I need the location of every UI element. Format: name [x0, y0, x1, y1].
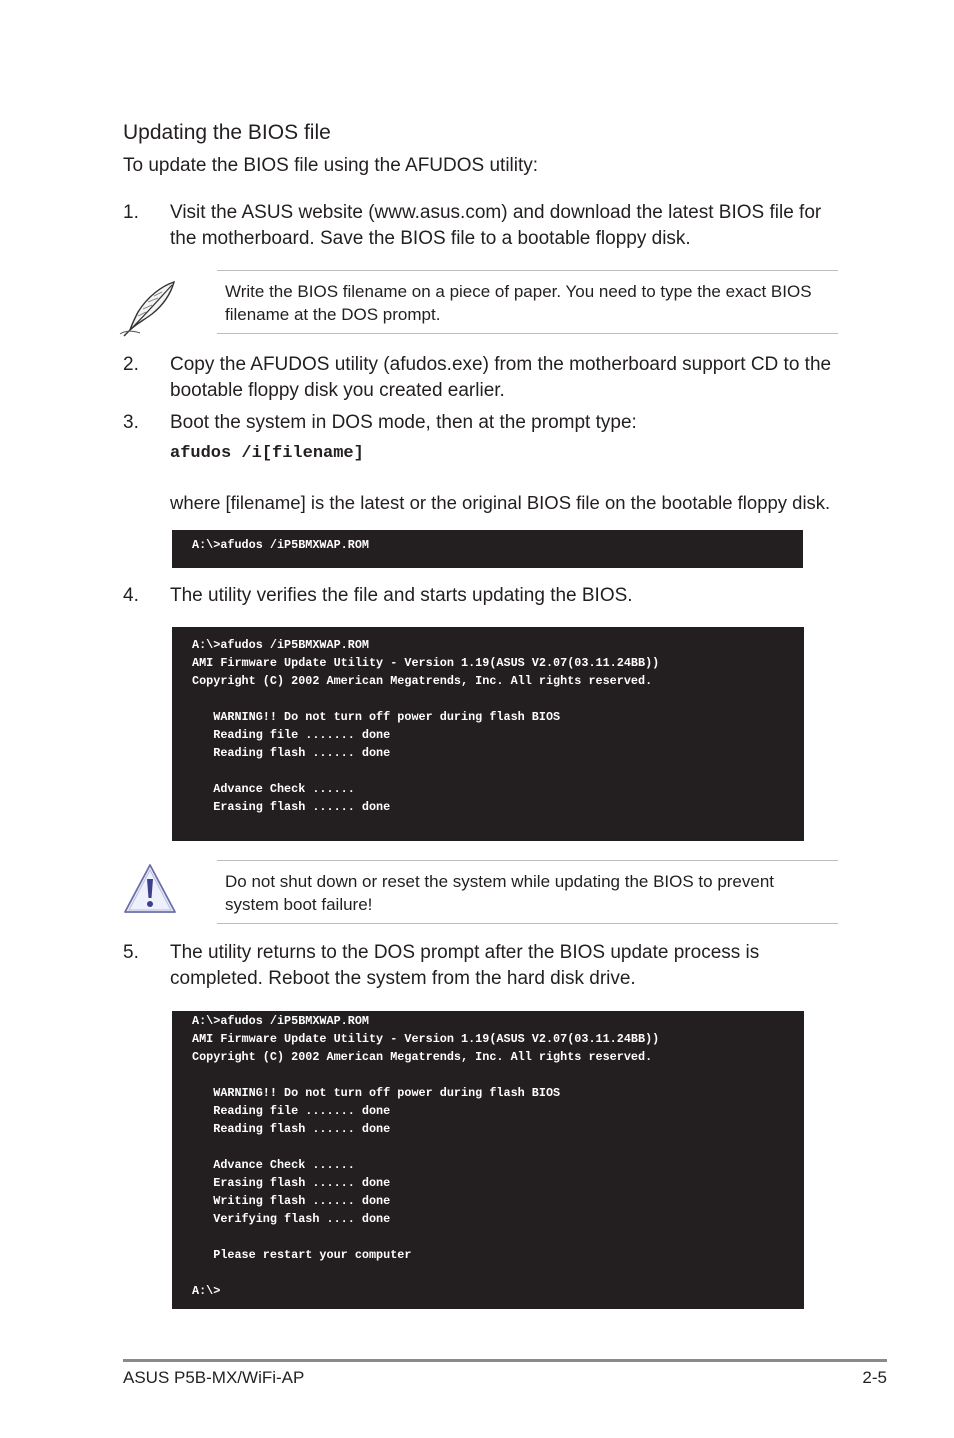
command-explanation: where [filename] is the latest or the original BIOS file on the bootable floppy disk.	[170, 492, 831, 513]
note-text: Write the BIOS filename on a piece of paper. You need to type the exact BIOS filename at the DOS prompt.	[225, 282, 812, 324]
terminal-updating: A:\>afudos /iP5BMXWAP.ROM AMI Firmware Update Utility - Version 1.19(ASUS V2.07(03.11.24BB)) Copyright (C) 2002 American Megatrends, Inc. All rights reserved. WARNING!! Do not turn off power during flash BIOS Reading file ....... done Reading flash ...... done Advance Check ...... Erasing flash ...... done	[172, 627, 804, 841]
footer-rule	[123, 1359, 887, 1362]
warning-box	[217, 860, 838, 924]
step-5-text: The utility returns to the DOS prompt after the BIOS update process is completed. Reboot the system from the hard disk drive.	[170, 942, 760, 989]
footer-page-number: 2-5	[862, 1368, 887, 1387]
terminal-complete: A:\>afudos /iP5BMXWAP.ROM AMI Firmware Update Utility - Version 1.19(ASUS V2.07(03.11.24BB)) Copyright (C) 2002 American Megatrends, Inc. All rights reserved. WARNING!! Do not turn off power during flash BIOS Reading file ....... done Reading flash ...... done Advance Check ...... Erasing flash ...... done Writing flash ...... done Verifying flash .... done Please restart your computer A:\>	[172, 1011, 804, 1309]
feather-pen-icon	[118, 278, 180, 338]
step-2-number: 2.	[123, 354, 139, 375]
step-2-text: Copy the AFUDOS utility (afudos.exe) from the motherboard support CD to the bootable floppy disk you created earlier.	[170, 354, 832, 401]
terminal-command: A:\>afudos /iP5BMXWAP.ROM	[172, 530, 803, 568]
section-title: Updating the BIOS file	[123, 121, 331, 144]
intro-text: To update the BIOS file using the AFUDOS utility:	[123, 155, 539, 176]
step-3-number: 3.	[123, 412, 139, 433]
step-5-number: 5.	[123, 942, 139, 963]
step-4-number: 4.	[123, 585, 139, 606]
footer-product: ASUS P5B-MX/WiFi-AP	[123, 1368, 305, 1387]
note-box	[217, 270, 838, 334]
step-1-text: Visit the ASUS website (www.asus.com) and download the latest BIOS file for the motherboard. Save the BIOS file to a bootable floppy disk.	[170, 202, 822, 249]
step-3-text: Boot the system in DOS mode, then at the prompt type:	[170, 412, 637, 433]
warning-text: Do not shut down or reset the system while updating the BIOS to prevent system boot failure!	[225, 872, 775, 914]
step-1-number: 1.	[123, 202, 139, 223]
command-syntax: afudos /i[filename]	[170, 444, 364, 463]
step-4-text: The utility verifies the file and starts updating the BIOS.	[170, 585, 633, 606]
warning-triangle-icon	[122, 862, 178, 916]
